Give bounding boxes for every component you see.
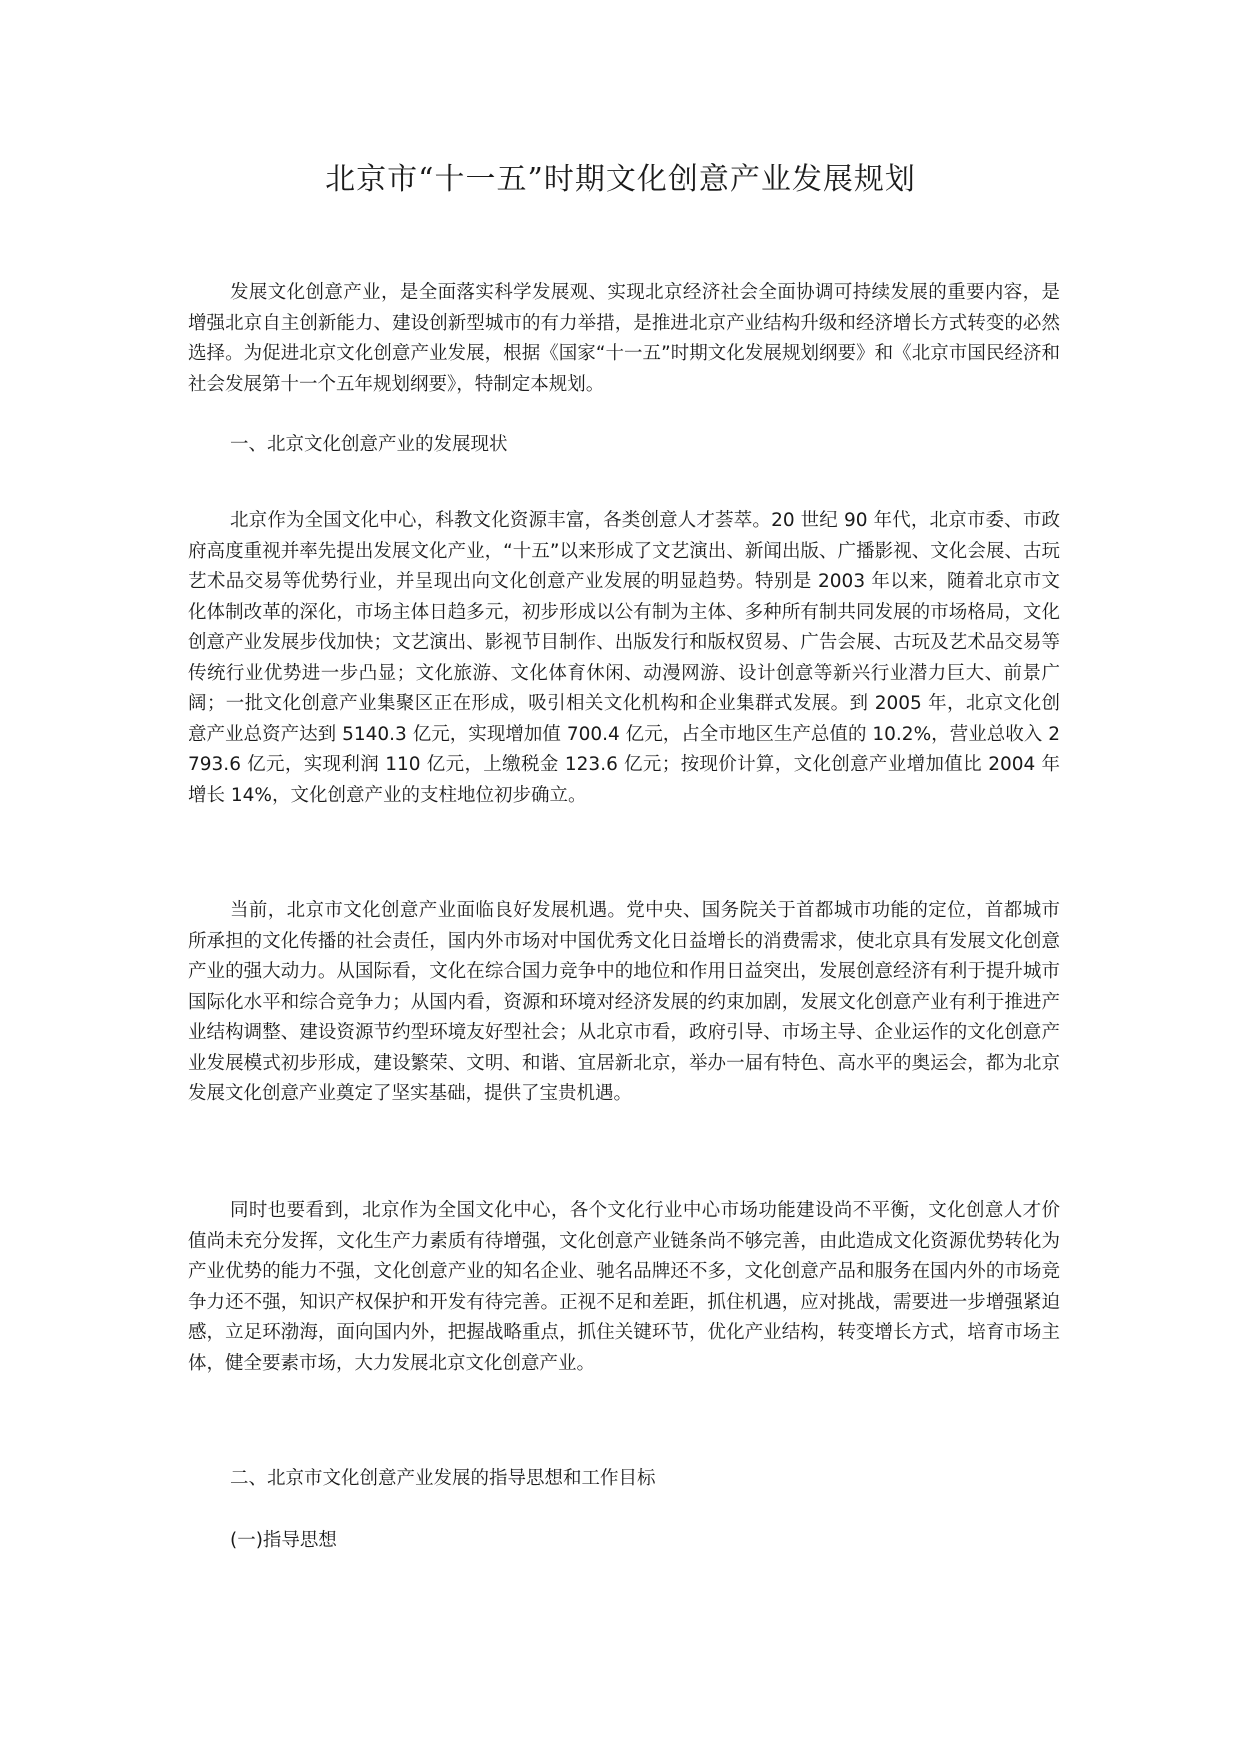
subsection-heading-guiding-thought: (一)指导思想 [230,1530,337,1551]
section-heading-guiding-ideology: 二、北京市文化创意产业发展的指导思想和工作目标 [230,1468,656,1489]
document-title: 北京市“十一五”时期文化创意产业发展规划 [325,162,916,197]
challenge-paragraph: 同时也要看到，北京作为全国文化中心，各个文化行业中心市场功能建设尚不平衡，文化创意人才价值尚未充分发挥，文化生产力素质有待增强，文化创意产业链条尚不够完善，由此造成文化资源优势转化为产业优势的能力不强，文化创意产业的知名企业、驰名品牌还不多，文化创意产品和服务在国内外的市场竞争力还不强，知识产权保护和开发有待完善。正视不足和差距，抓住机遇，应对挑战，需要进一步增强紧迫感，立足环渤海，面向国内外，把握战略重点，抓住关键环节，优化产业结构，转变增长方式，培育市场主体，健全要素市场，大力发展北京文化创意产业。 [188,1200,1060,1374]
status-paragraph: 北京作为全国文化中心，科教文化资源丰富，各类创意人才荟萃。20 世纪 90 年代，北京市委、市政府高度重视并率先提出发展文化产业，“十五”以来形成了文艺演出、新闻出版、广播影视、文化会展、古玩艺术品交易等优势行业，并呈现出向文化创意产业发展的明显趋势。特别是 2003 年以来，随着北京市文化体制改革的深化，市场主体日趋多元，初步形成以公有制为主体、多种所有制共同发展的市场格局，文化创意产业发展步伐加快；文艺演出、影视节目制作、出版发行和版权贸易、广告会展、古玩及艺术品交易等传统行业优势进一步凸显；文化旅游、文化体育休闲、动漫网游、设计创意等新兴行业潜力巨大、前景广阔；一批文化创意产业集聚区正在形成，吸引相关文化机构和企业集群式发展。到 2005 年，北京文化创意产业总资产达到 5140.3 亿元，实现增加值 700.4 亿元，占全市地区生产总值的 10.2%，营业总收入 2793.6 亿元，实现利润 110 亿元，上缴税金 123.6 亿元；按现价计算，文化创意产业增加值比 2004 年增长 14%，文化创意产业的支柱地位初步确立。 [188,510,1060,806]
opportunity-paragraph: 当前，北京市文化创意产业面临良好发展机遇。党中央、国务院关于首都城市功能的定位，首都城市所承担的文化传播的社会责任，国内外市场对中国优秀文化日益增长的消费需求，使北京具有发展文化创意产业的强大动力。从国际看，文化在综合国力竞争中的地位和作用日益突出，发展创意经济有利于提升城市国际化水平和综合竞争力；从国内看，资源和环境对经济发展的约束加剧，发展文化创意产业有利于推进产业结构调整、建设资源节约型环境友好型社会；从北京市看，政府引导、市场主导、企业运作的文化创意产业发展模式初步形成，建设繁荣、文明、和谐、宜居新北京，举办一届有特色、高水平的奥运会，都为北京发展文化创意产业奠定了坚实基础，提供了宝贵机遇。 [188,900,1060,1104]
section-heading-current-status: 一、北京文化创意产业的发展现状 [230,434,508,455]
intro-paragraph: 发展文化创意产业，是全面落实科学发展观、实现北京经济社会全面协调可持续发展的重要内容，是增强北京自主创新能力、建设创新型城市的有力举措，是推进北京产业结构升级和经济增长方式转变的必然选择。为促进北京文化创意产业发展，根据《国家“十一五”时期文化发展规划纲要》和《北京市国民经济和社会发展第十一个五年规划纲要》，特制定本规划。 [188,282,1060,395]
